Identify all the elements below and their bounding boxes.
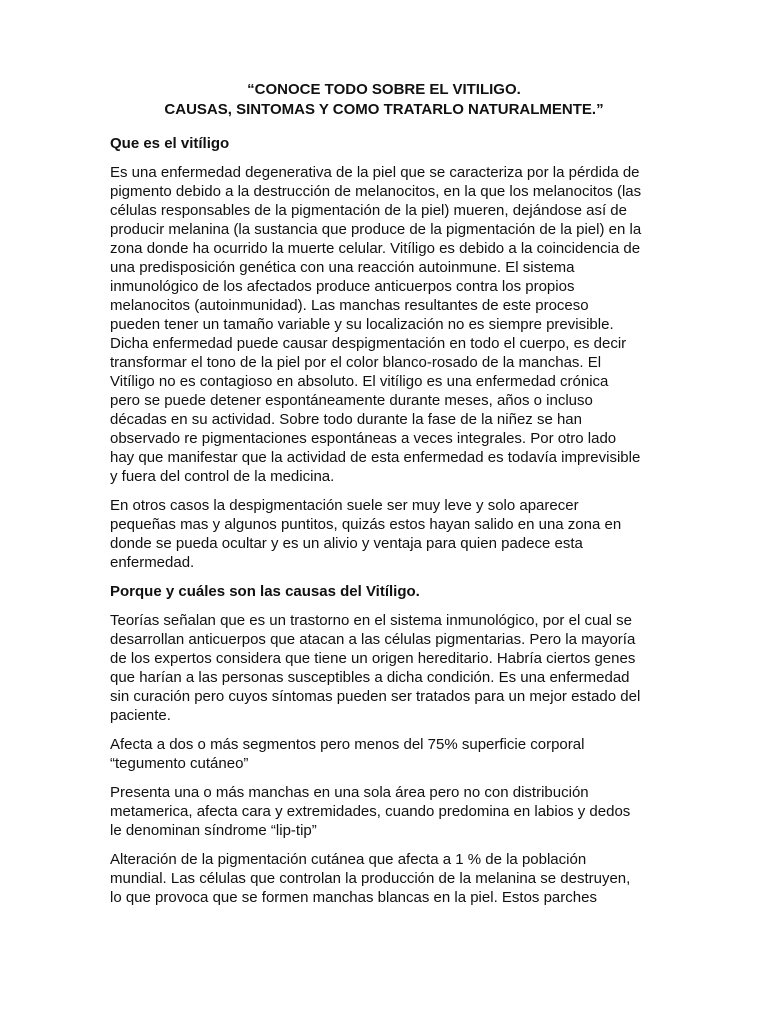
text-line: lo que provoca que se formen manchas blancas en la piel. Estos parches	[110, 889, 597, 906]
paragraph-teorias	[110, 611, 658, 725]
text-line: Presenta una o más manchas en una sola área pero no con distribución	[110, 784, 589, 801]
text-line: zona donde ha ocurrido la muerte celular. Vitíligo es debido a la coincidencia de	[110, 240, 641, 257]
text-line: décadas en su actividad. Sobre todo durante la fase de la niñez se han	[110, 411, 582, 428]
text-line: melanocitos (autoinmunidad). Las manchas resultantes de este proceso	[110, 297, 589, 314]
text-line: y fuera del control de la medicina.	[110, 468, 335, 485]
text-line: observado re pigmentaciones espontáneas a veces integrales. Por otro lado	[110, 430, 617, 447]
text-line: Alteración de la pigmentación cutánea que afecta a 1 % de la población	[110, 851, 587, 868]
text-line: sin curación pero cuyos síntomas pueden ser tratados para un mejor estado del	[110, 688, 641, 705]
text-line: metamerica, afecta cara y extremidades, cuando predomina en labios y dedos	[110, 803, 631, 820]
paragraph-presenta-manchas	[110, 783, 658, 840]
document-body	[110, 80, 658, 917]
text-line: una predisposición genética con una reacción autoinmune. El sistema	[110, 259, 575, 276]
text-line: pueden tener un tamaño variable y su localización no es siempre previsible.	[110, 316, 614, 333]
text-line: de los expertos considera que tiene un origen hereditario. Habría ciertos genes	[110, 650, 636, 667]
text-line: le denominan síndrome “lip-tip”	[110, 822, 317, 839]
section-heading-causas: Porque y cuáles son las causas del Vitíligo.	[110, 583, 420, 600]
paragraph-otros-casos	[110, 496, 658, 572]
text-line: pigmento debido a la destrucción de melanocitos, en la que los melanocitos (las	[110, 183, 642, 200]
text-line: Teorías señalan que es un trastorno en el sistema inmunológico, por el cual se	[110, 612, 632, 629]
paragraph-afecta-segmentos	[110, 735, 658, 773]
paragraph-definicion	[110, 163, 658, 486]
text-line: enfermedad.	[110, 554, 195, 571]
text-line: células responsables de la pigmentación de la piel) mueren, dejándose así de	[110, 202, 627, 219]
section-heading-que-es: Que es el vitíligo	[110, 135, 230, 152]
title-line-2: CAUSAS, SINTOMAS Y COMO TRATARLO NATURALMENTE.”	[164, 101, 604, 118]
text-line: pero se puede detener espontáneamente durante meses, años o incluso	[110, 392, 593, 409]
text-line: En otros casos la despigmentación suele ser muy leve y solo aparecer	[110, 497, 579, 514]
text-line: donde se pueda ocultar y es un alivio y ventaja para quien padece esta	[110, 535, 583, 552]
text-line: inmunológico de los afectados produce anticuerpos contra los propios	[110, 278, 575, 295]
text-line: Vitíligo no es contagioso en absoluto. El vitíligo es una enfermedad crónica	[110, 373, 609, 390]
title-line-1: “CONOCE TODO SOBRE EL VITILIGO.	[247, 81, 521, 98]
text-line: Es una enfermedad degenerativa de la piel que se caracteriza por la pérdida de	[110, 164, 640, 181]
text-line: Dicha enfermedad puede causar despigmentación en todo el cuerpo, es decir	[110, 335, 627, 352]
text-line: mundial. Las células que controlan la producción de la melanina se destruyen,	[110, 870, 631, 887]
text-line: Afecta a dos o más segmentos pero menos del 75% superficie corporal	[110, 736, 585, 753]
text-line: “tegumento cutáneo”	[110, 755, 249, 772]
document-title	[100, 80, 668, 120]
text-line: paciente.	[110, 707, 171, 724]
text-line: hay que manifestar que la actividad de esta enfermedad es todavía imprevisible	[110, 449, 641, 466]
text-line: que harían a las personas susceptibles a dicha condición. Es una enfermedad	[110, 669, 630, 686]
paragraph-alteracion	[110, 850, 658, 907]
text-line: pequeñas mas y algunos puntitos, quizás estos hayan salido en una zona en	[110, 516, 622, 533]
text-line: transformar el tono de la piel por el color blanco-rosado de la manchas. El	[110, 354, 602, 371]
text-line: producir melanina (la sustancia que produce de la pigmentación de la piel) en la	[110, 221, 642, 238]
text-line: desarrollan anticuerpos que atacan a las células pigmentarias. Pero la mayoría	[110, 631, 636, 648]
